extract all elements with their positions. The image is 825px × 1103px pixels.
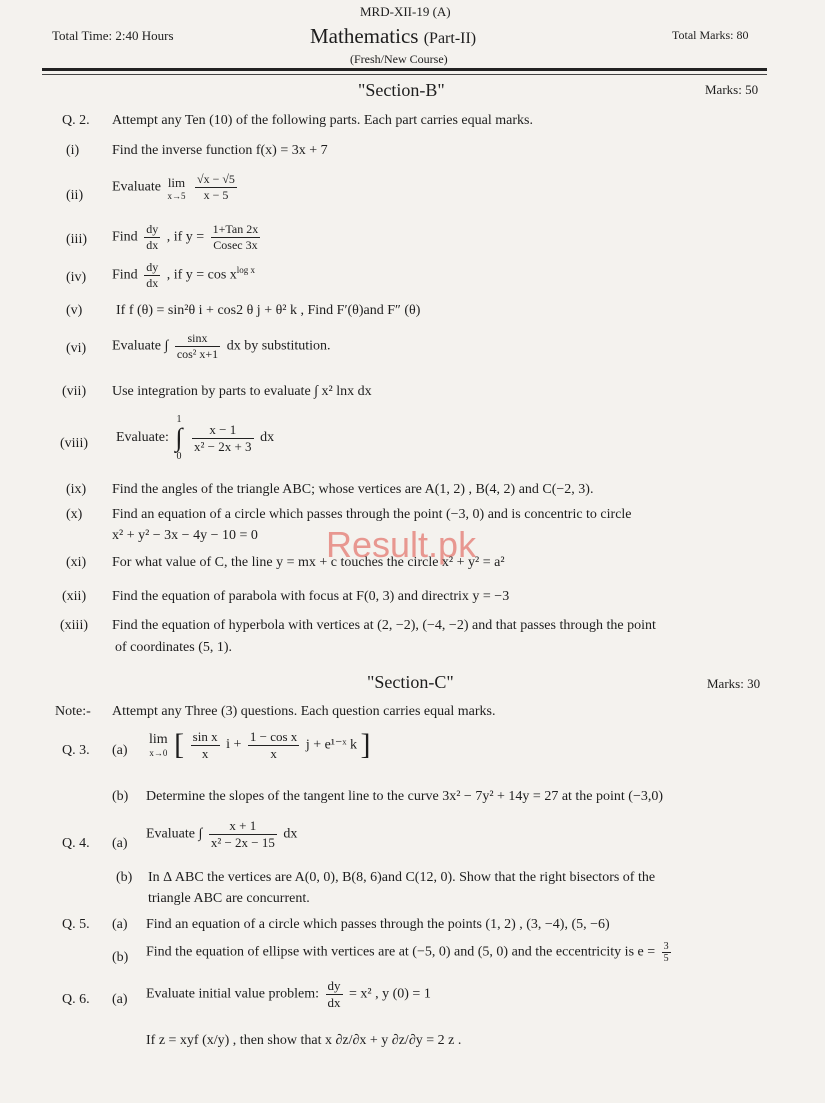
q3-limit-expression: lim x→0 [ $\frac{\text{sin x}}{x}$ i + $\frac{\text{1 − cos x}}{x}$ j + e¹⁻ˣ k ] (149, 728, 371, 761)
item-text: For what value of C, the line y = mx + c touches the circle x² + y² = a² (112, 555, 505, 570)
expression-text: i + (226, 737, 242, 752)
item-text: If f (θ) = sin²θ i + cos2 θ j + θ² k , Find F′(θ)and F″ (θ) (116, 303, 421, 318)
item-number: (xi) (66, 555, 87, 570)
fraction (144, 222, 160, 253)
item-number: (vi) (66, 341, 87, 356)
item-text: Evaluate: (116, 430, 169, 445)
limit-operator (149, 732, 168, 758)
section-c-marks: Marks: 30 (707, 676, 761, 691)
denominator: cos² x+1 (176, 347, 219, 361)
item-number: (v) (66, 303, 83, 318)
fraction (195, 172, 237, 203)
item-text: Find (112, 229, 138, 245)
section-b-marks: Marks: 50 (705, 82, 759, 97)
numerator: x − 1 (192, 422, 254, 439)
part-label: (b) (116, 870, 133, 885)
part-label: (a) (112, 992, 128, 1007)
numerator: x + 1 (209, 818, 277, 835)
integral-limits: 1 ∫ 0 (175, 414, 183, 462)
limit-subscript: x→0 (149, 748, 168, 758)
denominator: x (270, 745, 277, 761)
limit-operator: lim x→5 (167, 174, 186, 201)
denominator: x² − 2x + 3 (194, 438, 252, 454)
exponent: log x (236, 265, 256, 276)
item-number: (x) (66, 507, 83, 522)
part-label: (a) (112, 743, 128, 758)
numerator: dy (146, 260, 159, 274)
fraction (326, 978, 343, 1011)
total-marks: Total Marks: 80 (672, 28, 749, 42)
question-number: Q. 4. (62, 836, 90, 851)
item-number: (iii) (66, 232, 87, 247)
denominator: x (201, 745, 209, 761)
fraction (144, 260, 160, 291)
denominator: dx (146, 238, 159, 252)
fraction (175, 331, 220, 362)
part-text: In Δ ABC the vertices are A(0, 0), B(8, 6)and C(12, 0). Show that the right bisectors of the (148, 870, 656, 885)
fraction (662, 941, 671, 964)
subject-title (310, 24, 476, 49)
item-number: (i) (66, 143, 80, 158)
item-limit (112, 172, 240, 203)
fraction (191, 729, 220, 762)
expression-text: Find the equation of ellipse with vertices are at (−5, 0) and (5, 0) and the eccentricity is e = (146, 944, 656, 960)
header-rule-thick (42, 68, 767, 71)
denominator: x − 5 (203, 188, 229, 202)
item-number: (iv) (66, 270, 87, 285)
item-text: Find an equation of a circle which passes through the point (−3, 0) and is concentric to circle (112, 507, 632, 522)
numerator: 3 (663, 941, 669, 952)
numerator: sinx (175, 331, 220, 347)
item-text: , if y = (166, 229, 205, 245)
item-text: of coordinates (5, 1). (115, 640, 233, 655)
denominator: Cosec 3x (213, 238, 258, 252)
question-number: Q. 2. (62, 113, 90, 128)
header-rule-thin (42, 74, 767, 75)
numerator: √x − √5 (196, 172, 235, 186)
item-text: Find (112, 267, 138, 283)
fraction (211, 222, 261, 253)
fraction (192, 422, 254, 455)
q4-integral-expression (146, 818, 297, 851)
item-derivative (112, 260, 255, 291)
item-text: Evaluate ∫ (112, 338, 169, 354)
item-number: (xii) (62, 589, 87, 604)
expression-text: j + e¹⁻ˣ k (305, 737, 357, 753)
note-text: Attempt any Three (3) questions. Each question carries equal marks. (112, 704, 496, 719)
expression-text: Evaluate ∫ (146, 826, 203, 842)
numerator: 1+Tan 2x (212, 222, 259, 236)
item-number: (vii) (62, 384, 87, 399)
numerator: 1 − cos x (249, 728, 298, 744)
part-label: (a) (112, 917, 128, 932)
item-integral (112, 331, 331, 362)
section-c-title: "Section-C" (367, 672, 454, 692)
item-text: Find the equation of parabola with focus at F(0, 3) and directrix y = −3 (112, 589, 510, 604)
item-text: Find the equation of hyperbola with vertices at (2, −2), (−4, −2) and that passes through the point (112, 618, 656, 633)
denominator: x² − 2x − 15 (210, 835, 275, 850)
item-number: (viii) (60, 436, 88, 451)
item-text: x² + y² − 3x − 4y − 10 = 0 (112, 528, 258, 543)
denominator: 5 (663, 953, 669, 964)
course-type: (Fresh/New Course) (350, 52, 448, 66)
subject-part: (Part-II) (423, 30, 477, 47)
item-text: Evaluate (112, 179, 161, 195)
part-text: Find an equation of a circle which passes through the points (1, 2) , (3, −4), (5, −6) (146, 917, 610, 932)
q6a-expression (146, 978, 431, 1011)
item-number: (xiii) (60, 618, 88, 633)
item-text: Find the angles of the triangle ABC; whose vertices are A(1, 2) , B(4, 2) and C(−2, 3). (112, 482, 594, 497)
item-text: Use integration by parts to evaluate ∫ x² lnx dx (112, 384, 372, 399)
total-time: Total Time: 2:40 Hours (52, 28, 174, 43)
part-label: (b) (112, 789, 129, 804)
expression-text: Evaluate initial value problem: (146, 986, 319, 1002)
item-derivative (112, 222, 263, 253)
subject-name: Mathematics (310, 24, 419, 48)
numerator: dy (327, 978, 341, 993)
question-number: Q. 5. (62, 917, 90, 932)
item-text: dx by substitution. (226, 338, 331, 354)
part-text: Determine the slopes of the tangent line to the curve 3x² − 7y² + 14y = 27 at the point (−3,0) (146, 789, 664, 804)
part-text: triangle ABC are concurrent. (148, 891, 310, 906)
item-definite-integral (116, 414, 274, 462)
q5b-expression (146, 941, 674, 964)
denominator: dx (146, 276, 159, 290)
item-text: dx (260, 430, 275, 445)
question-instruction: Attempt any Ten (10) of the following parts. Each part carries equal marks. (112, 113, 533, 128)
item-number: (ix) (66, 482, 87, 497)
section-b-title: "Section-B" (358, 80, 445, 100)
denominator: dx (327, 995, 341, 1010)
note-label: Note:- (55, 704, 91, 719)
item-text: Find the inverse function f(x) = 3x + 7 (112, 143, 328, 158)
item-text: , if y = cos x (166, 267, 237, 283)
watermark: Result.pk (326, 524, 477, 565)
upper-limit: 1 (176, 414, 182, 425)
part-label: (a) (112, 836, 128, 851)
question-number: Q. 6. (62, 992, 90, 1007)
paper-code: MRD-XII-19 (A) (360, 4, 451, 19)
expression-text: dx (283, 826, 298, 842)
item-number: (ii) (66, 188, 84, 203)
expression-text: = x² , y (0) = 1 (349, 986, 431, 1002)
fraction (209, 818, 277, 851)
part-label: (b) (112, 950, 129, 965)
limit-label: lim (149, 732, 168, 747)
fraction (248, 729, 299, 762)
numerator: dy (146, 222, 159, 236)
question-number: Q. 3. (62, 743, 90, 758)
limit-subscript: x→5 (167, 190, 186, 201)
part-text: If z = xyf (x/y) , then show that x ∂z/∂x + y ∂z/∂y = 2 z . (146, 1033, 462, 1048)
numerator: sin x (192, 728, 218, 744)
lower-limit: 0 (176, 451, 182, 462)
